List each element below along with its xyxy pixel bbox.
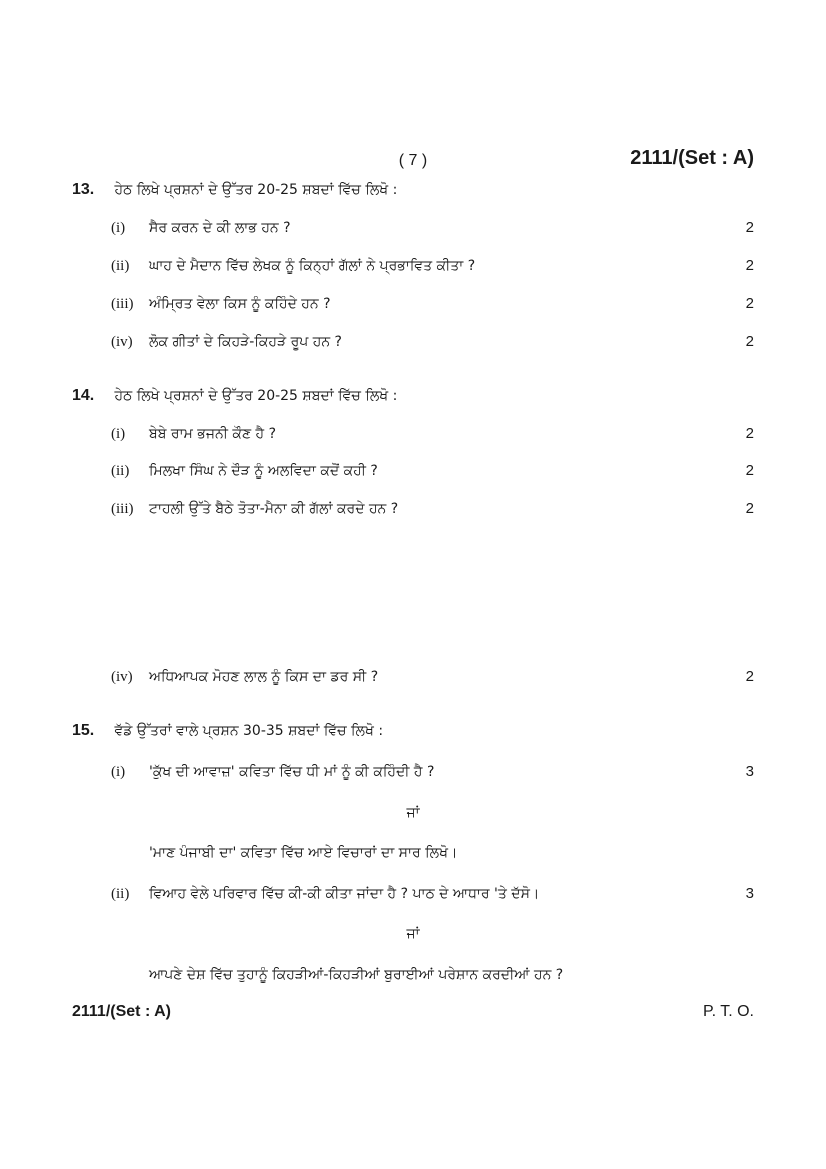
- item-text: ਬੇਬੇ ਰਾਮ ਭਜਨੀ ਕੌਣ ਹੈ ?: [149, 426, 276, 442]
- question-instruction: ਵੱਡੇ ਉੱਤਰਾਂ ਵਾਲੇ ਪ੍ਰਸ਼ਨ 30-35 ਸ਼ਬਦਾਂ ਵਿੱਚ ਲਿਖੋ :: [114, 723, 384, 739]
- set-code-footer: 2111/(Set : A): [72, 1003, 172, 1020]
- item-roman: (i): [111, 764, 126, 780]
- item-marks: 3: [745, 763, 754, 780]
- item-text: ਘਾਹ ਦੇ ਮੈਦਾਨ ਵਿੱਚ ਲੇਖਕ ਨੂੰ ਕਿਨ੍ਹਾਂ ਗੱਲਾਂ ਨੇ ਪ੍ਰਭਾਵਿਤ ਕੀਤਾ ?: [149, 258, 476, 274]
- please-turn-over: P. T. O.: [703, 1003, 754, 1020]
- item-roman: (iii): [111, 501, 134, 517]
- question-15-item-ii: [111, 883, 754, 905]
- item-text: ਸੈਰ ਕਰਨ ਦੇ ਕੀ ਲਾਭ ਹਨ ?: [149, 220, 291, 236]
- item-roman: (ii): [111, 258, 130, 274]
- question-14-item-iv: [111, 666, 754, 688]
- item-marks: 2: [745, 425, 754, 442]
- set-code-header: 2111/(Set : A): [630, 147, 754, 169]
- question-instruction: ਹੇਠ ਲਿਖੇ ਪ੍ਰਸ਼ਨਾਂ ਦੇ ਉੱਤਰ 20-25 ਸ਼ਬਦਾਂ ਵਿੱਚ ਲਿਖੋ :: [114, 388, 398, 404]
- question-number: 15.: [72, 722, 95, 739]
- item-marks: 3: [745, 885, 754, 902]
- item-marks: 2: [745, 219, 754, 236]
- page-number: ( 7 ): [398, 152, 428, 169]
- item-text: ਲੋਕ ਗੀਤਾਂ ਦੇ ਕਿਹੜੇ-ਕਿਹੜੇ ਰੂਪ ਹਨ ?: [149, 334, 342, 350]
- question-number: 13.: [72, 181, 95, 198]
- question-13-item-i: [111, 217, 754, 239]
- or-separator: ਜਾਂ: [406, 805, 420, 821]
- question-15-item-i: [111, 761, 754, 783]
- item-marks: 2: [745, 295, 754, 312]
- alternative-question: ਆਪਣੇ ਦੇਸ਼ ਵਿੱਚ ਤੁਹਾਨੂੰ ਕਿਹੜੀਆਂ-ਕਿਹੜੀਆਂ ਬੁਰਾਈਆਂ ਪਰੇਸ਼ਾਨ ਕਰਦੀਆਂ ਹਨ ?: [149, 967, 564, 983]
- item-roman: (iv): [111, 669, 133, 685]
- item-text: ਟਾਹਲੀ ਉੱਤੇ ਬੈਠੇ ਤੋਤਾ-ਮੈਨਾ ਕੀ ਗੱਲਾਂ ਕਰਦੇ ਹਨ ?: [149, 501, 399, 517]
- item-roman: (i): [111, 220, 126, 236]
- question-13-heading: [72, 179, 397, 201]
- item-roman: (ii): [111, 886, 130, 902]
- item-text: ਅਧਿਆਪਕ ਮੋਹਣ ਲਾਲ ਨੂੰ ਕਿਸ ਦਾ ਡਰ ਸੀ ?: [149, 669, 379, 685]
- item-marks: 2: [745, 668, 754, 685]
- item-text: 'ਕੁੱਖ ਦੀ ਆਵਾਜ਼' ਕਵਿਤਾ ਵਿੱਚ ਧੀ ਮਾਂ ਨੂੰ ਕੀ ਕਹਿੰਦੀ ਹੈ ?: [149, 764, 435, 780]
- question-number: 14.: [72, 387, 95, 404]
- question-14-item-i: [111, 423, 754, 445]
- question-13-item-iii: [111, 293, 754, 315]
- question-instruction: ਹੇਠ ਲਿਖੇ ਪ੍ਰਸ਼ਨਾਂ ਦੇ ਉੱਤਰ 20-25 ਸ਼ਬਦਾਂ ਵਿੱਚ ਲਿਖੋ :: [114, 182, 398, 198]
- item-marks: 2: [745, 500, 754, 517]
- item-roman: (iii): [111, 296, 134, 312]
- item-text: ਮਿਲਖਾ ਸਿੰਘ ਨੇ ਦੌੜ ਨੂੰ ਅਲਵਿਦਾ ਕਦੋਂ ਕਹੀ ?: [149, 463, 378, 479]
- question-13-item-ii: [111, 255, 754, 277]
- item-roman: (i): [111, 426, 126, 442]
- item-marks: 2: [745, 257, 754, 274]
- alternative-question: 'ਮਾਣ ਪੰਜਾਬੀ ਦਾ' ਕਵਿਤਾ ਵਿੱਚ ਆਏ ਵਿਚਾਰਾਂ ਦਾ ਸਾਰ ਲਿਖੋ।: [149, 845, 458, 861]
- item-text: ਅੰਮ੍ਰਿਤ ਵੇਲਾ ਕਿਸ ਨੂੰ ਕਹਿੰਦੇ ਹਨ ?: [149, 296, 331, 312]
- question-14-item-ii: [111, 460, 754, 482]
- or-separator: ਜਾਂ: [406, 926, 420, 942]
- question-14-item-iii: [111, 498, 754, 520]
- item-marks: 2: [745, 333, 754, 350]
- item-roman: (ii): [111, 463, 130, 479]
- question-15-heading: [72, 720, 383, 742]
- question-13-item-iv: [111, 331, 754, 353]
- item-text: ਵਿਆਹ ਵੇਲੇ ਪਰਿਵਾਰ ਵਿੱਚ ਕੀ-ਕੀ ਕੀਤਾ ਜਾਂਦਾ ਹੈ ? ਪਾਠ ਦੇ ਆਧਾਰ 'ਤੇ ਦੱਸੋ।: [149, 886, 540, 902]
- item-roman: (iv): [111, 334, 133, 350]
- question-14-heading: [72, 385, 397, 407]
- item-marks: 2: [745, 462, 754, 479]
